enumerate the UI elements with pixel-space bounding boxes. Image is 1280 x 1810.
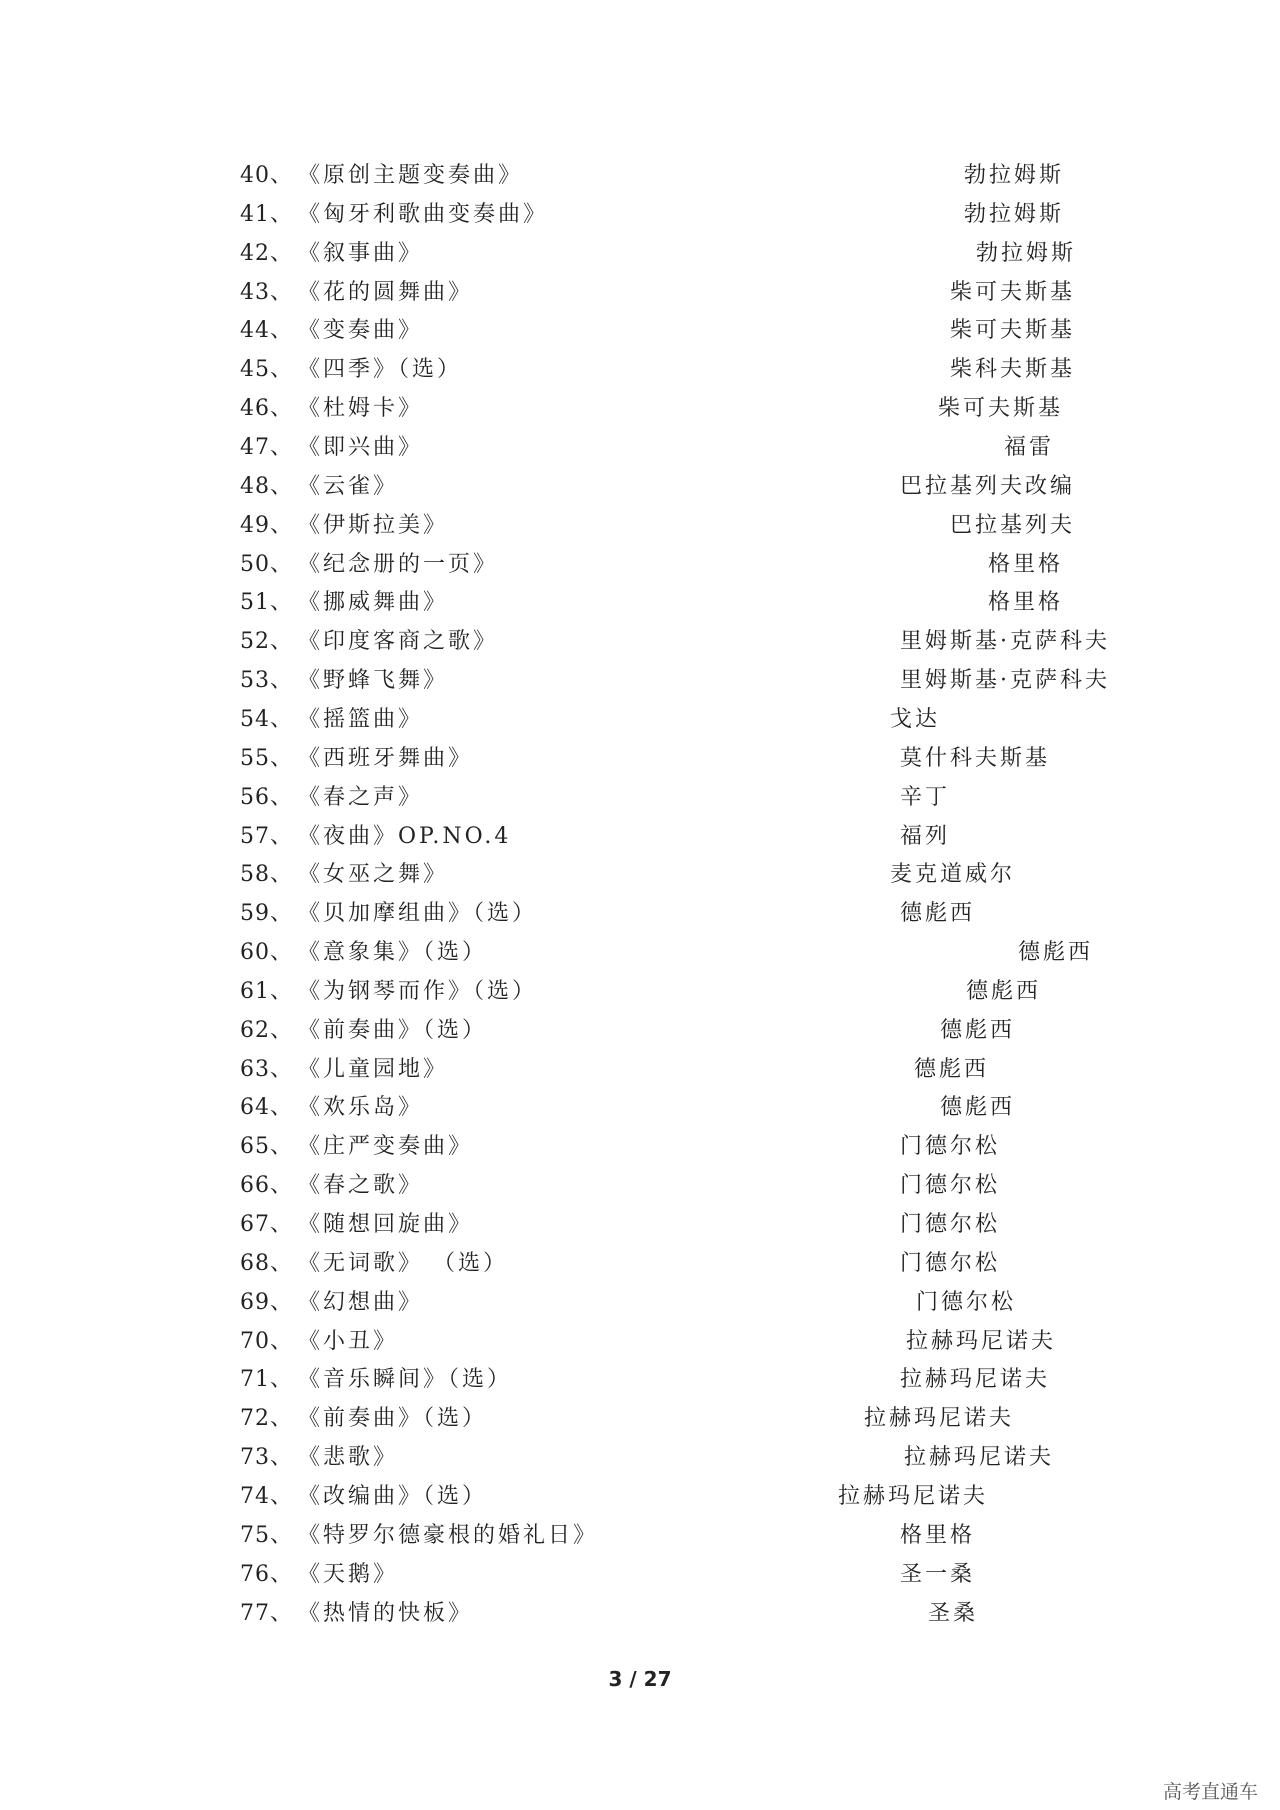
piece-title: 《花的圆舞曲》 xyxy=(298,279,474,305)
piece-title: 《变奏曲》 xyxy=(298,318,424,344)
list-item xyxy=(0,1518,1280,1554)
list-item xyxy=(0,1246,1280,1282)
list-item xyxy=(0,1052,1280,1088)
piece-title: 《天鹅》 xyxy=(298,1561,399,1587)
piece-title: 《为钢琴而作》（选） xyxy=(298,978,538,1004)
piece-title: 《改编曲》（选） xyxy=(298,1483,488,1509)
list-item xyxy=(0,1129,1280,1165)
composer-name: 勃拉姆斯 xyxy=(976,240,1077,266)
composer-name: 柴可夫斯基 xyxy=(950,318,1076,344)
composer-name: 德彪西 xyxy=(940,1095,1016,1121)
list-item xyxy=(0,1168,1280,1204)
item-number: 40、 xyxy=(240,163,293,188)
item-number: 41、 xyxy=(240,201,293,227)
piece-title: 《春之声》 xyxy=(298,784,424,810)
list-item xyxy=(0,1596,1280,1632)
item-number: 50、 xyxy=(240,551,293,577)
piece-title: 《幻想曲》 xyxy=(298,1289,424,1315)
item-number: 54、 xyxy=(240,706,293,732)
piece-title: 《纪念册的一页》 xyxy=(298,551,499,577)
composer-name: 辛丁 xyxy=(900,784,951,810)
composer-name: 拉赫玛尼诺夫 xyxy=(838,1483,989,1509)
list-item xyxy=(0,391,1280,427)
piece-title: 《云雀》 xyxy=(298,473,399,499)
composer-name: 门德尔松 xyxy=(900,1134,1001,1160)
list-item xyxy=(0,1285,1280,1321)
piece-title: 《印度客商之歌》 xyxy=(298,629,499,655)
piece-title: 《即兴曲》 xyxy=(298,434,424,460)
piece-title: 《叙事曲》 xyxy=(298,240,424,266)
list-item xyxy=(0,197,1280,233)
piece-title: 《女巫之舞》 xyxy=(298,862,449,888)
list-item xyxy=(0,702,1280,738)
item-number: 76、 xyxy=(240,1561,293,1587)
list-item xyxy=(0,236,1280,272)
list-item xyxy=(0,1013,1280,1049)
item-number: 77、 xyxy=(240,1600,293,1626)
composer-name: 拉赫玛尼诺夫 xyxy=(906,1328,1057,1354)
composer-name: 拉赫玛尼诺夫 xyxy=(900,1367,1051,1393)
piece-title: 《特罗尔德豪根的婚礼日》 xyxy=(298,1522,599,1548)
composer-name: 柴科夫斯基 xyxy=(950,357,1076,383)
item-number: 53、 xyxy=(240,668,293,693)
composer-name: 福雷 xyxy=(1004,434,1055,460)
item-number: 55、 xyxy=(240,745,293,771)
piece-title: 《音乐瞬间》（选） xyxy=(298,1367,513,1393)
composer-name: 门德尔松 xyxy=(900,1212,1001,1237)
item-number: 45、 xyxy=(240,357,293,383)
composer-name: 柴可夫斯基 xyxy=(938,396,1064,422)
composer-name: 格里格 xyxy=(900,1522,976,1548)
composer-name: 德彪西 xyxy=(914,1056,990,1082)
composer-name: 圣桑 xyxy=(928,1600,979,1626)
item-number: 58、 xyxy=(240,862,293,888)
list-item xyxy=(0,857,1280,893)
piece-title: 《摇篮曲》 xyxy=(298,706,424,732)
composer-name: 巴拉基列夫 xyxy=(950,512,1076,538)
piece-title: 《悲歌》 xyxy=(298,1445,399,1470)
composer-name: 门德尔松 xyxy=(900,1173,1001,1199)
composer-name: 莫什科夫斯基 xyxy=(900,745,1051,771)
item-number: 75、 xyxy=(240,1522,293,1548)
piece-title: 《四季》（选） xyxy=(298,357,463,383)
page-number: 3 / 27 xyxy=(608,1667,672,1691)
piece-title: 《杜姆卡》 xyxy=(298,396,424,422)
item-number: 72、 xyxy=(240,1406,293,1432)
composer-name: 门德尔松 xyxy=(916,1289,1017,1315)
piece-title: 《野蜂飞舞》 xyxy=(298,668,449,693)
piece-title: 《贝加摩组曲》（选） xyxy=(298,901,538,927)
item-number: 64、 xyxy=(240,1095,293,1121)
composer-name: 格里格 xyxy=(988,551,1064,577)
composer-name: 德彪西 xyxy=(900,901,976,927)
list-item xyxy=(0,1324,1280,1360)
item-number: 61、 xyxy=(240,978,293,1004)
list-item xyxy=(0,1207,1280,1243)
composer-name: 德彪西 xyxy=(966,978,1042,1004)
item-number: 48、 xyxy=(240,473,293,499)
list-item xyxy=(0,508,1280,544)
list-item xyxy=(0,819,1280,855)
piece-title: 《原创主题变奏曲》 xyxy=(298,163,524,188)
piece-title: 《前奏曲》（选） xyxy=(298,1017,488,1043)
item-number: 51、 xyxy=(240,590,293,616)
list-item xyxy=(0,352,1280,388)
list-item xyxy=(0,547,1280,583)
list-item xyxy=(0,1440,1280,1476)
item-number: 71、 xyxy=(240,1367,293,1393)
item-number: 69、 xyxy=(240,1289,293,1315)
piece-title: 《匈牙利歌曲变奏曲》 xyxy=(298,201,549,227)
composer-name: 福列 xyxy=(900,823,951,849)
list-item xyxy=(0,1479,1280,1515)
list-item xyxy=(0,896,1280,932)
composer-name: 门德尔松 xyxy=(900,1250,1001,1276)
composer-name: 戈达 xyxy=(890,706,941,732)
item-number: 56、 xyxy=(240,784,293,810)
item-number: 43、 xyxy=(240,279,293,305)
item-number: 60、 xyxy=(240,940,293,965)
composer-name: 德彪西 xyxy=(940,1017,1016,1043)
piece-title: 《西班牙舞曲》 xyxy=(298,745,474,771)
item-number: 63、 xyxy=(240,1056,293,1082)
piece-title: 《小丑》 xyxy=(298,1328,399,1354)
list-item xyxy=(0,974,1280,1010)
list-item xyxy=(0,158,1280,194)
piece-title: 《庄严变奏曲》 xyxy=(298,1134,474,1160)
item-number: 68、 xyxy=(240,1250,293,1276)
piece-title: 《随想回旋曲》 xyxy=(298,1212,474,1237)
item-number: 62、 xyxy=(240,1017,293,1043)
list-item xyxy=(0,1362,1280,1398)
composer-name: 柴可夫斯基 xyxy=(950,279,1076,305)
list-item xyxy=(0,275,1280,311)
piece-title: 《夜曲》OP.NO.4 xyxy=(298,823,512,849)
piece-title: 《儿童园地》 xyxy=(298,1056,449,1082)
composer-name: 勃拉姆斯 xyxy=(964,201,1065,227)
composer-name: 勃拉姆斯 xyxy=(964,163,1065,188)
piece-title: 《春之歌》 xyxy=(298,1173,424,1199)
list-item xyxy=(0,469,1280,505)
item-number: 46、 xyxy=(240,396,293,422)
list-item xyxy=(0,1557,1280,1593)
item-number: 70、 xyxy=(240,1328,293,1354)
composer-name: 格里格 xyxy=(988,590,1064,616)
item-number: 57、 xyxy=(240,823,293,849)
list-item xyxy=(0,741,1280,777)
list-item xyxy=(0,780,1280,816)
item-number: 44、 xyxy=(240,318,293,344)
list-item xyxy=(0,663,1280,699)
item-number: 49、 xyxy=(240,512,293,538)
list-item xyxy=(0,313,1280,349)
list-item xyxy=(0,585,1280,621)
list-item xyxy=(0,624,1280,660)
list-item xyxy=(0,430,1280,466)
composer-name: 里姆斯基·克萨科夫 xyxy=(900,629,1110,655)
list-item xyxy=(0,1090,1280,1126)
composer-name: 里姆斯基·克萨科夫 xyxy=(900,668,1110,693)
item-number: 42、 xyxy=(240,240,293,266)
item-number: 47、 xyxy=(240,434,293,460)
composer-name: 巴拉基列夫改编 xyxy=(900,473,1076,499)
list-item xyxy=(0,935,1280,971)
piece-title: 《热情的快板》 xyxy=(298,1600,474,1626)
item-number: 52、 xyxy=(240,629,293,655)
piece-title: 《意象集》（选） xyxy=(298,940,488,965)
item-number: 73、 xyxy=(240,1445,293,1470)
item-number: 66、 xyxy=(240,1173,293,1199)
composer-name: 圣一桑 xyxy=(900,1561,976,1587)
piece-title: 《欢乐岛》 xyxy=(298,1095,424,1121)
composer-name: 德彪西 xyxy=(1018,940,1094,965)
composer-name: 拉赫玛尼诺夫 xyxy=(864,1406,1015,1432)
item-number: 67、 xyxy=(240,1212,293,1237)
composer-name: 拉赫玛尼诺夫 xyxy=(904,1445,1055,1470)
composer-name: 麦克道威尔 xyxy=(890,862,1016,888)
list-item xyxy=(0,1401,1280,1437)
piece-title: 《无词歌》 （选） xyxy=(298,1250,508,1276)
piece-title: 《前奏曲》（选） xyxy=(298,1406,488,1432)
watermark: 高考直通车 xyxy=(1162,1781,1258,1803)
piece-title: 《伊斯拉美》 xyxy=(298,512,449,538)
item-number: 65、 xyxy=(240,1134,293,1160)
item-number: 59、 xyxy=(240,901,293,927)
item-number: 74、 xyxy=(240,1483,293,1509)
piece-title: 《挪威舞曲》 xyxy=(298,590,449,616)
